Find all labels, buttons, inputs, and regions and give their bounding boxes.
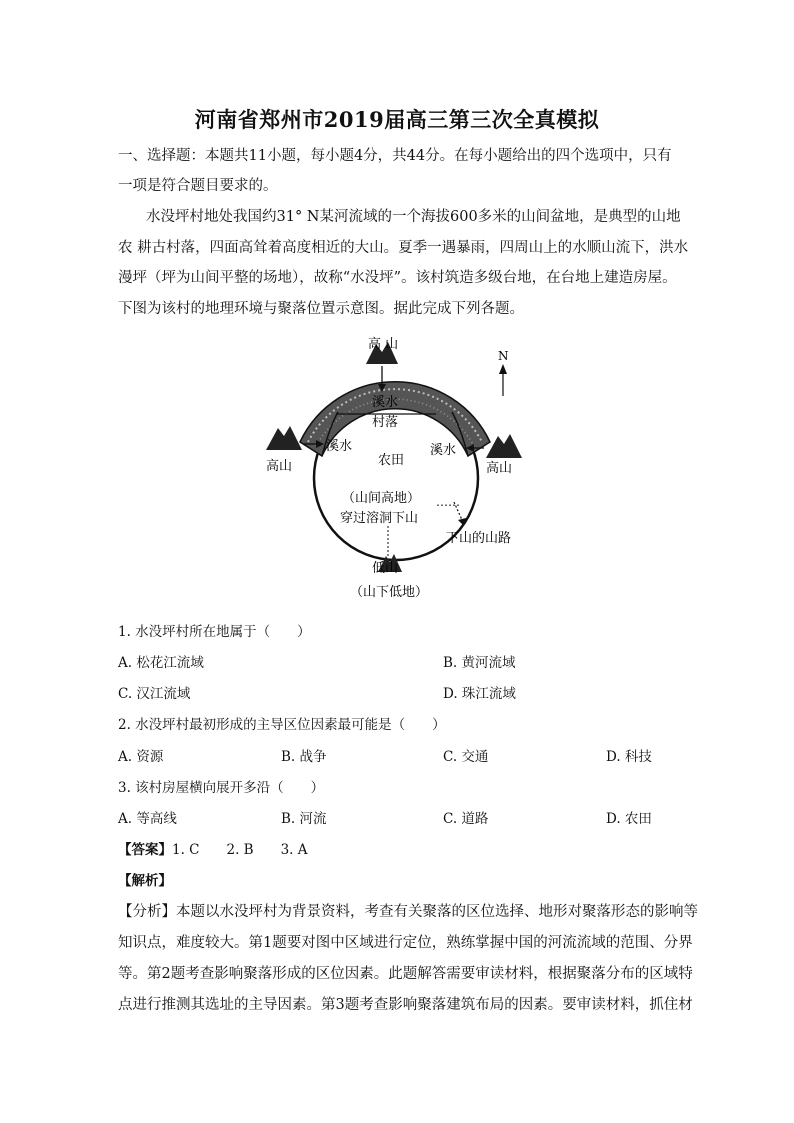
village-diagram (258, 330, 538, 605)
q1-option-b[interactable]: B. 黄河流域 (443, 655, 516, 671)
mountain-right-label: 高山 (486, 461, 513, 476)
q1-option-c[interactable]: C. 汉江流域 (118, 686, 191, 702)
page-title: 河南省郑州市2019届高三第三次全真模拟 (194, 107, 600, 132)
answer-label: 【答案】 (118, 842, 172, 858)
answer-line (118, 840, 308, 860)
svg-text:……: …… (436, 495, 460, 509)
passage-line: 下图为该村的地理环境与聚落位置示意图。据此完成下列各题。 (118, 301, 524, 317)
q1-option-a[interactable]: A. 松花江流域 (118, 655, 204, 671)
passage-line: 农 耕古村落，四面高耸着高度相近的大山。夏季一遇暴雨，四周山上的水顺山流下，洪水 (118, 240, 689, 256)
question-3-stem: 3. 该村房屋横向展开多沿（ ） (118, 780, 325, 796)
question-2-stem: 2. 水没坪村最初形成的主导区位因素最可能是（ ） (118, 717, 446, 733)
q2-option-a[interactable]: A. 资源 (118, 749, 164, 765)
q3-option-a[interactable]: A. 等高线 (118, 811, 177, 827)
passage-line: 漫坪（坪为山间平整的场地），故称“水没坪”。该村筑造多级台地，在台地上建造房屋。 (118, 270, 677, 286)
q2-option-c[interactable]: C. 交通 (443, 749, 489, 765)
cave-label: 穿过溶洞下山 (340, 511, 419, 526)
analysis-line: 【分析】本题以水没坪村为背景资料，考查有关聚落的区位选择、地形对聚落形态的影响等 (118, 904, 698, 920)
path-label: 下山的山路 (446, 531, 512, 546)
mountain-icon (486, 434, 522, 458)
stream-right-label: 溪水 (430, 443, 457, 458)
q2-option-d[interactable]: D. 科技 (606, 749, 652, 765)
mountain-left-label: 高山 (266, 459, 293, 474)
mountain-icon (266, 426, 302, 450)
village-label: 村落 (372, 415, 399, 430)
section-heading-line2: 一项是符合题目要求的。 (118, 178, 278, 194)
north-arrow-icon (499, 364, 507, 374)
farmland-label: 农田 (378, 453, 405, 468)
basin-label: （山间高地） (342, 491, 421, 506)
q1-option-d[interactable]: D. 珠江流域 (443, 686, 516, 702)
q3-option-c[interactable]: C. 道路 (443, 811, 489, 827)
analysis-line: 点进行推测其选址的主导因素。第3题考查影响聚落建筑布局的因素。要审读材料，抓住材 (118, 997, 693, 1013)
mountain-low-label: 低山 (372, 561, 399, 576)
answer-text: 1. C 2. B 3. A (172, 842, 308, 858)
q3-option-d[interactable]: D. 农田 (606, 811, 652, 827)
passage-line: 水没坪村地处我国约31° N某河流域的一个海拔600多米的山间盆地，是典型的山地 (146, 209, 681, 225)
question-1-stem: 1. 水没坪村所在地属于（ ） (118, 624, 311, 640)
analysis-label: 【解析】 (118, 873, 172, 889)
north-label: N (498, 349, 509, 363)
lowland-label: （山下低地） (350, 585, 429, 600)
stream-top-label: 溪水 (372, 395, 399, 410)
analysis-line: 等。第2题考查影响聚落形成的区位因素。此题解答需要审读材料，根据聚落分布的区域特 (118, 966, 693, 982)
mountain-top-label: 高 山 (368, 337, 399, 352)
analysis-line: 知识点，难度较大。第1题要对图中区域进行定位，熟练掌握中国的河流流域的范围、分界 (118, 935, 693, 951)
stream-left-label: 溪水 (326, 439, 353, 454)
q3-option-b[interactable]: B. 河流 (281, 811, 327, 827)
q2-option-b[interactable]: B. 战争 (281, 749, 327, 765)
section-heading-line1: 一、选择题：本题共11小题，每小题4分，共44分。在每小题给出的四个选项中，只有 (118, 148, 672, 164)
